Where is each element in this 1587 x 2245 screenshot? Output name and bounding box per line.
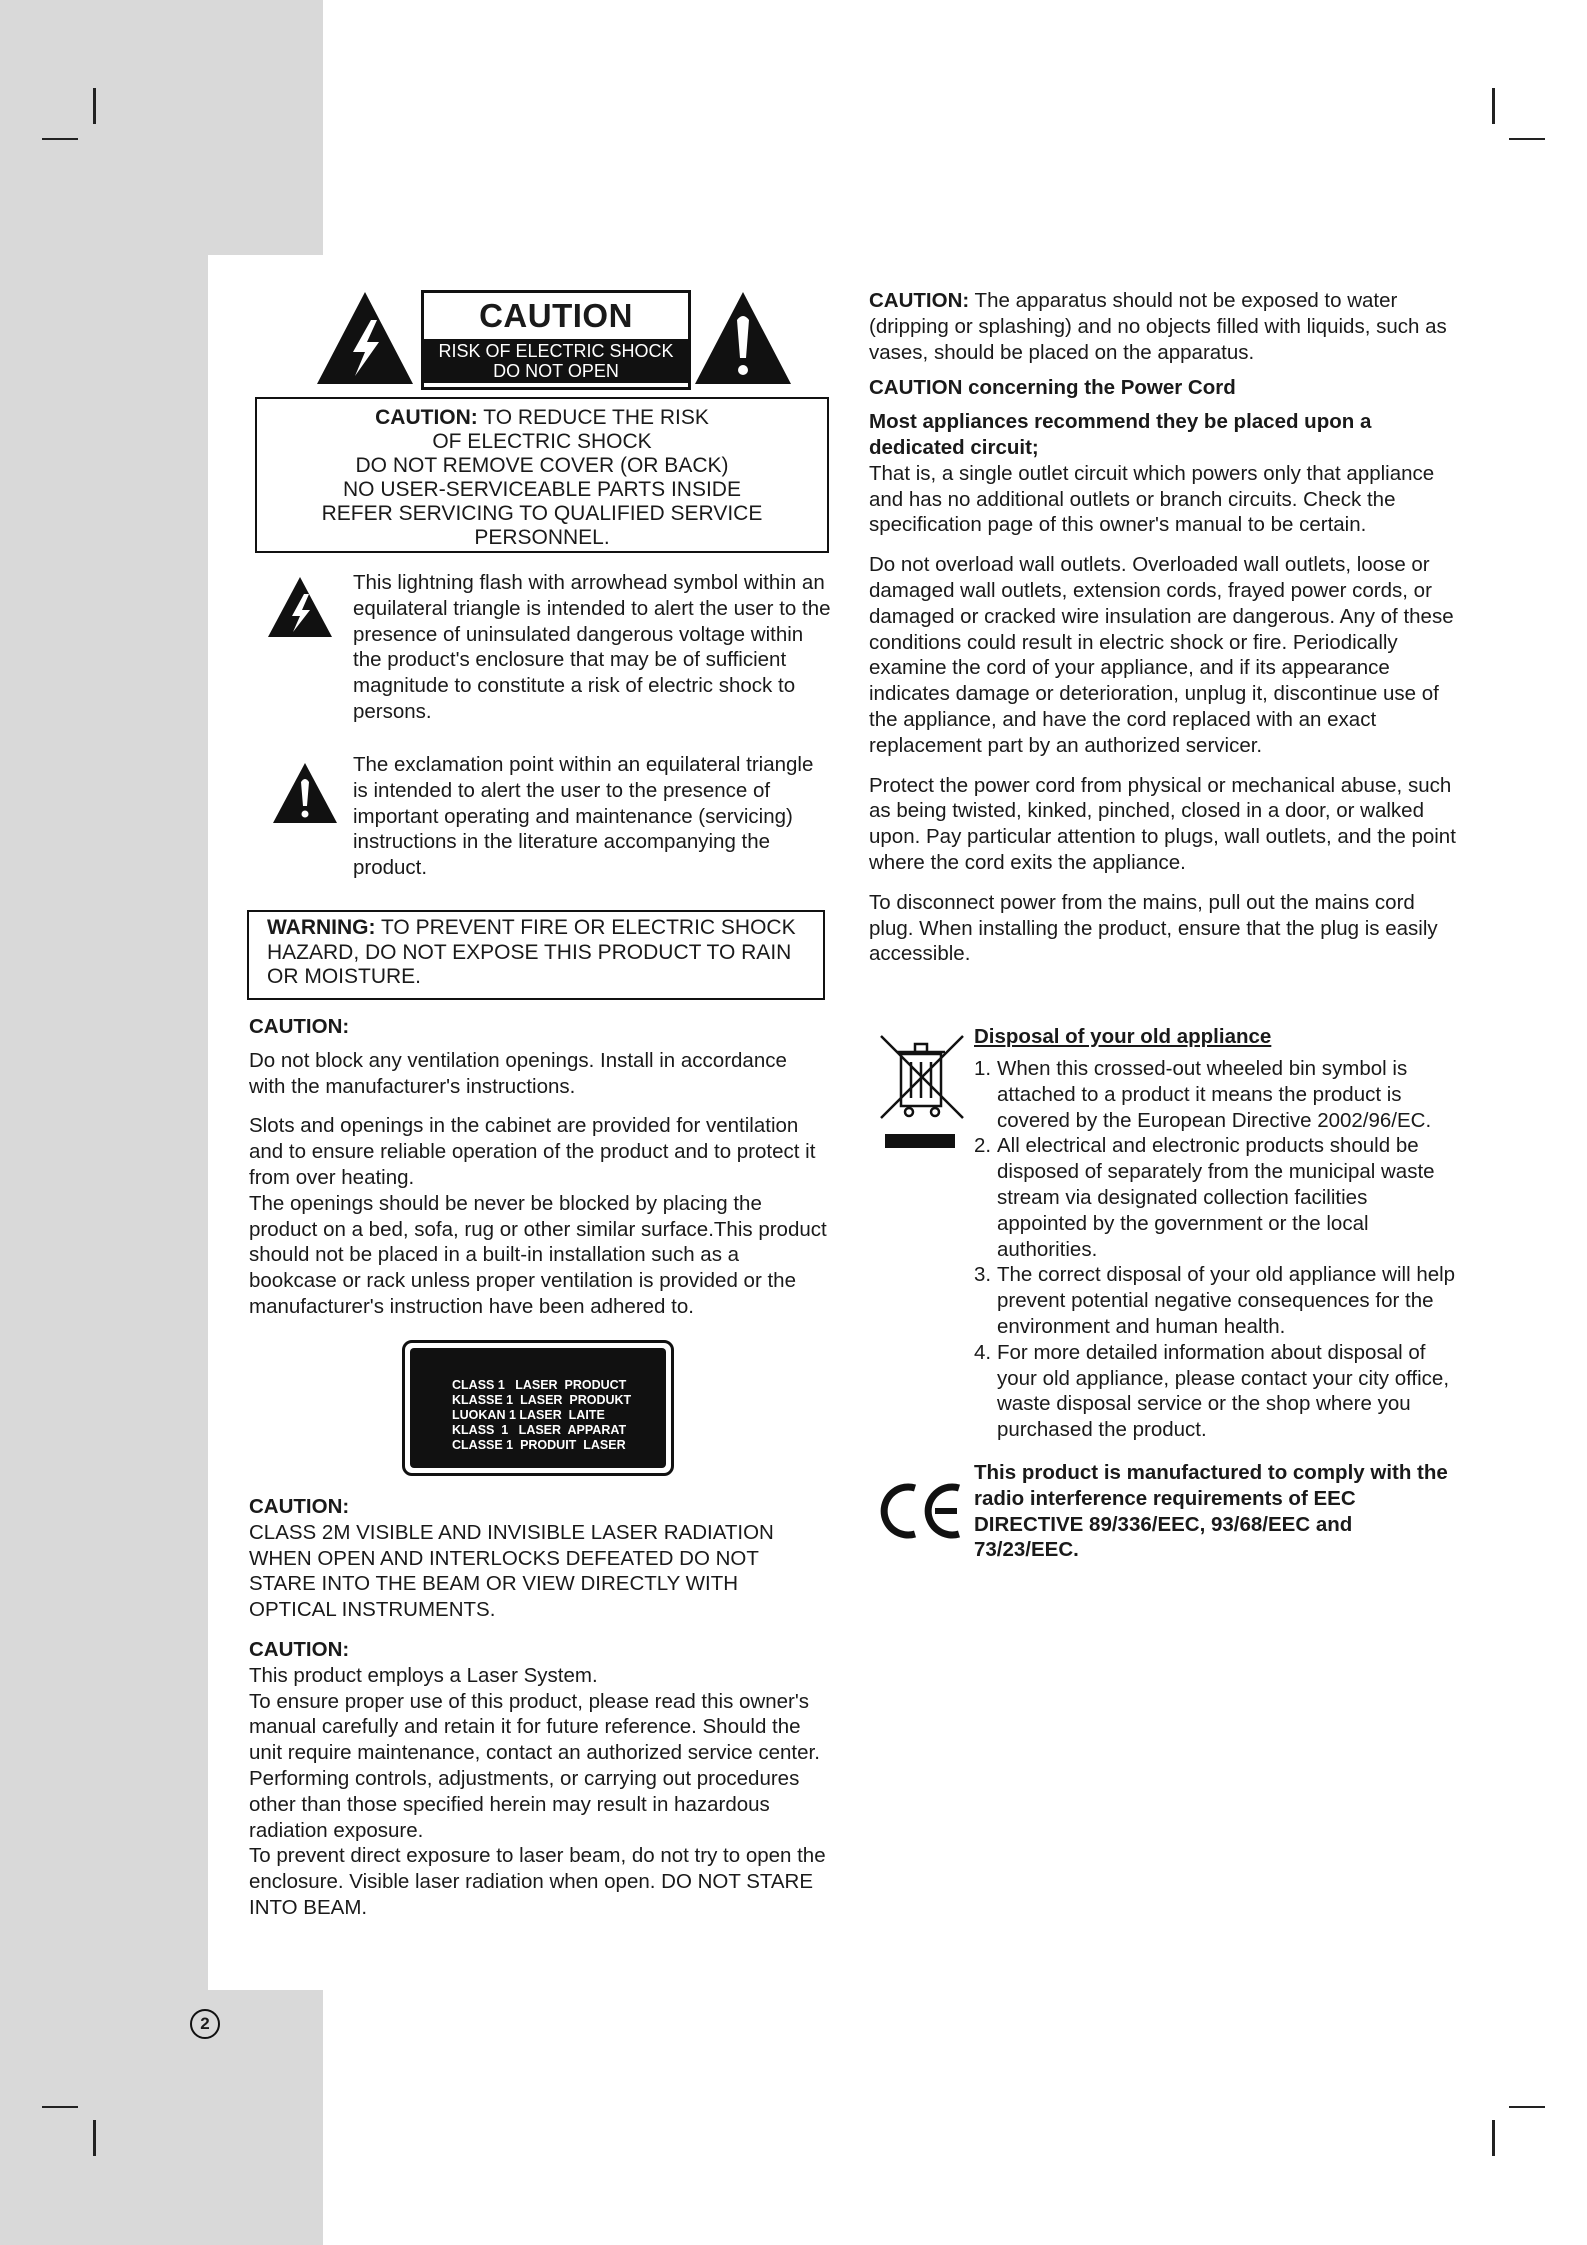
caution-line: REFER SERVICING TO QUALIFIED SERVICE xyxy=(321,502,763,525)
caution-label xyxy=(315,286,793,390)
disposal-list xyxy=(974,1056,1459,1443)
laser-label-line: CLASSE 1 PRODUIT LASER xyxy=(452,1438,626,1452)
paragraph: CLASS 2M VISIBLE AND INVISIBLE LASER RADIATION WHEN OPEN AND INTERLOCKS DEFEATED DO NOT STARE INTO THE BEAM OR VIEW DIRECTLY WITH OPTICAL INSTRUMENTS. xyxy=(249,1520,774,1622)
crop-mark xyxy=(42,2106,78,2108)
caution-subtitle: DO NOT OPEN xyxy=(493,361,619,381)
crop-mark xyxy=(42,138,78,140)
paragraph: The openings should be never be blocked by placing the product on a bed, sofa, rug or other similar surface.This product should not be placed in a built-in installation such as a bookcase or rack unless proper ventilation is provided or the manufacturer's instruction have been adhered to. xyxy=(249,1191,827,1318)
caution-line: DO NOT REMOVE COVER (OR BACK) xyxy=(355,454,729,477)
paragraph: Do not block any ventilation openings. Install in accordance with the manufacturer's instructions. xyxy=(249,1048,787,1098)
list-number: 4. xyxy=(974,1340,992,1364)
crop-mark xyxy=(1509,2106,1545,2108)
caution-line: OF ELECTRIC SHOCK xyxy=(432,430,652,453)
caution-title: CAUTION xyxy=(479,297,633,334)
page-number: 2 xyxy=(190,2009,220,2039)
ce-mark-icon xyxy=(879,1482,965,1540)
exclamation-text: The exclamation point within an equilateral triangle is intended to alert the user to the presence of important operating and maintenance (servicing) instructions in the literature accompanying the product. xyxy=(353,753,814,880)
laser-label-line: CLASS 1 LASER PRODUCT xyxy=(452,1378,627,1392)
warning-bold: WARNING: xyxy=(267,916,376,939)
warning-box xyxy=(247,910,825,1000)
paragraph: The apparatus should not be exposed to water (dripping or splashing) and no objects filled with liquids, such as vases, should be placed on the apparatus. xyxy=(869,289,1447,364)
crop-mark xyxy=(93,2120,96,2156)
caution-heading: CAUTION: xyxy=(249,1637,350,1661)
paragraph: To ensure proper use of this product, please read this owner's manual carefully and retain it for future reference. Should the unit require maintenance, contact an authorized service center. xyxy=(249,1689,820,1765)
disposal-title: Disposal of your old appliance xyxy=(974,1025,1272,1048)
paragraph: To disconnect power from the mains, pull out the mains cord plug. When installing the product, ensure that the plug is easily accessible. xyxy=(869,890,1438,966)
paragraph: Performing controls, adjustments, or carrying out procedures other than those specified herein may result in hazardous radiation exposure. xyxy=(249,1766,800,1842)
list-number: 2. xyxy=(974,1134,992,1158)
caution-shock-box xyxy=(255,397,829,553)
power-cord-subheading: Most appliances recommend they be placed upon a dedicated circuit; xyxy=(869,410,1372,459)
caution-heading: CAUTION: xyxy=(249,1015,350,1038)
power-cord-heading: CAUTION concerning the Power Cord xyxy=(869,376,1236,400)
paragraph: Slots and openings in the cabinet are provided for ventilation and to ensure reliable operation of the product and to protect it from over heating. xyxy=(249,1114,816,1189)
warning-text: TO PREVENT FIRE OR ELECTRIC SHOCK HAZARD, DO NOT EXPOSE THIS PRODUCT TO RAIN OR MOISTURE. xyxy=(267,916,796,988)
caution-line: NO USER-SERVICEABLE PARTS INSIDE xyxy=(343,478,741,501)
list-item xyxy=(974,1056,1459,1133)
list-item xyxy=(974,1133,1459,1262)
margin-panel-bottom xyxy=(0,1990,323,2245)
paragraph: To prevent direct exposure to laser beam, do not try to open the enclosure. Visible laser radiation when open. DO NOT STARE INTO BEAM. xyxy=(249,1844,826,1919)
paragraph: That is, a single outlet circuit which powers only that appliance and has no additional outlets or branch circuits. Check the specification page of this owner's manual to be certain. xyxy=(869,461,1435,537)
list-number: 3. xyxy=(974,1263,992,1287)
laser-label-line: KLASS 1 LASER APPARAT xyxy=(452,1423,627,1437)
paragraph: This product employs a Laser System. xyxy=(249,1663,598,1687)
paragraph: Protect the power cord from physical or mechanical abuse, such as being twisted, kinked, pinched, closed in a door, or walked upon. Pay particular attention to plugs, wall outlets, and the point where the cord exits the appliance. xyxy=(869,773,1456,874)
laser-label-line: KLASSE 1 LASER PRODUKT xyxy=(452,1393,632,1407)
laser-label-line: LUOKAN 1 LASER LAITE xyxy=(452,1408,605,1422)
crossed-out-bin-icon xyxy=(879,1032,965,1152)
list-text: The correct disposal of your old appliance will help prevent potential negative consequences for the environment and human health. xyxy=(997,1263,1456,1338)
caution-line: PERSONNEL. xyxy=(474,526,610,549)
exclamation-triangle-icon xyxy=(693,290,793,386)
crop-mark xyxy=(1492,88,1495,124)
margin-panel-left xyxy=(0,255,208,1990)
left-column-lower xyxy=(249,1494,829,1921)
caution-bold: CAUTION: xyxy=(869,289,970,312)
left-column xyxy=(249,1014,829,1334)
right-column xyxy=(869,288,1459,981)
list-item xyxy=(974,1340,1459,1443)
margin-panel-top xyxy=(0,0,323,255)
list-text: For more detailed information about disposal of your old appliance, please contact your city office, waste disposal service or the shop where you purchased the product. xyxy=(997,1340,1450,1442)
paragraph: Do not overload wall outlets. Overloaded wall outlets, loose or damaged wall outlets, extension cords, frayed power cords, or damaged or cracked wire insulation are dangerous. Any of these conditions could result in electric shock or fire. Periodically examine the cord of your appliance, and if its appearance indicates damage or deterioration, unplug it, discontinue use of the appliance, and have the cord replaced with an exact replacement part by an authorized servicer. xyxy=(869,553,1454,757)
caution-title-box xyxy=(421,290,691,390)
list-text: All electrical and electronic products should be disposed of separately from the municipal waste stream via designated collection facilities appointed by the government or the local authorities. xyxy=(997,1134,1435,1261)
crop-mark xyxy=(93,88,96,124)
caution-bold: CAUTION: xyxy=(375,406,478,429)
lightning-triangle-icon xyxy=(315,290,415,386)
list-text: When this crossed-out wheeled bin symbol is attached to a product it means the product is covered by the European Directive 2002/96/EC. xyxy=(997,1057,1432,1132)
laser-product-label xyxy=(402,1340,674,1476)
ce-text: This product is manufactured to comply with the radio interference requirements of EEC DIRECTIVE 89/336/EEC, 93/68/EEC and 73/23/EEC. xyxy=(974,1461,1448,1562)
list-item xyxy=(974,1262,1459,1339)
lightning-triangle-icon xyxy=(267,576,333,638)
caution-heading: CAUTION: xyxy=(249,1495,350,1518)
crop-mark xyxy=(1492,2120,1495,2156)
exclamation-triangle-icon xyxy=(272,762,338,824)
caution-line: TO REDUCE THE RISK xyxy=(477,406,709,429)
caution-subtitle: RISK OF ELECTRIC SHOCK xyxy=(438,341,674,361)
crop-mark xyxy=(1509,138,1545,140)
list-number: 1. xyxy=(974,1057,992,1080)
lightning-text: This lightning flash with arrowhead symbol within an equilateral triangle is intended to alert the user to the presence of uninsulated dangerous voltage within the product's enclosure that may be of sufficient magnitude to constitute a risk of electric shock to persons. xyxy=(353,571,831,723)
